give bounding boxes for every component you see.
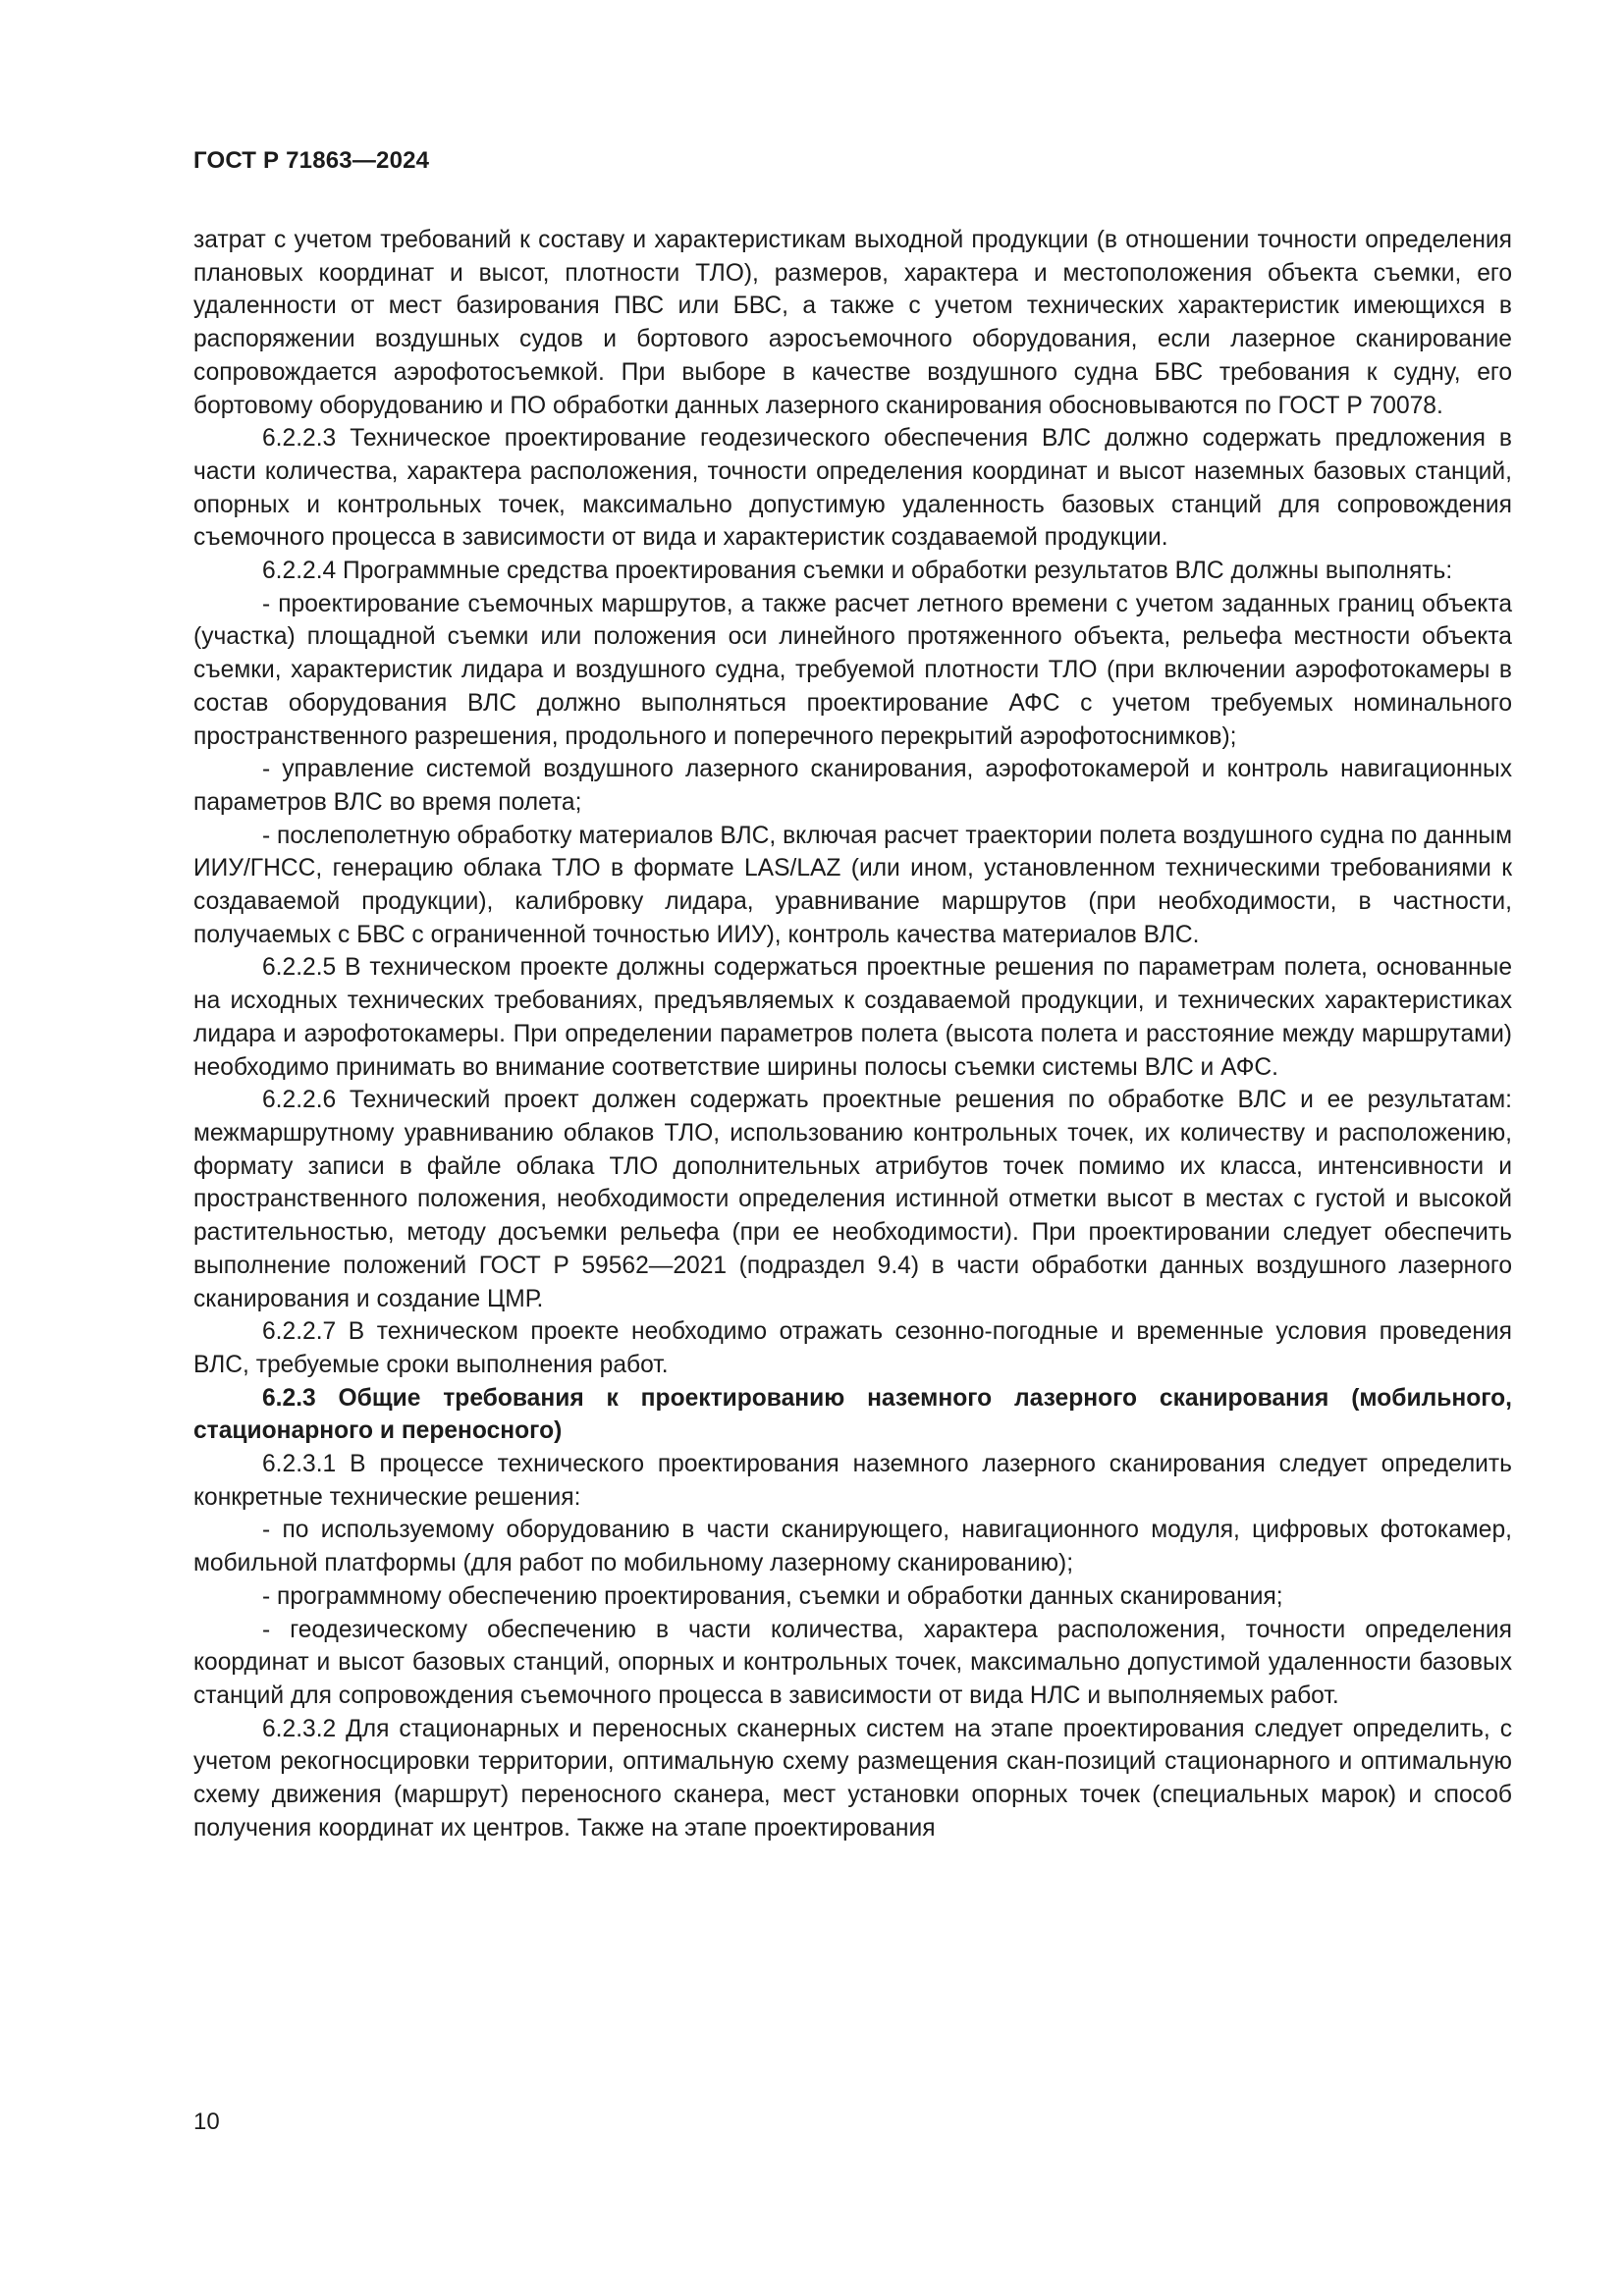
document-header: ГОСТ Р 71863—2024 <box>193 147 430 174</box>
paragraph: 6.2.3.1 В процессе технического проектирования наземного лазерного сканирования следует определить конкретные технические решения: <box>193 1451 1512 1511</box>
paragraph: 6.2.2.7 В техническом проекте необходимо отражать сезонно-погодные и временные условия проведения ВЛС, требуемые сроки выполнения работ. <box>193 1318 1512 1378</box>
paragraph: 6.2.2.3 Техническое проектирование геодезического обеспечения ВЛС должно содержать предложения в части количества, характера расположения, точности определения координат и высот наземных базовых станций, опорных и контрольных точек, максимально допустимую удаленность базовых станций для сопровождения съемочного процесса в зависимости от вида и характеристик создаваемой продукции. <box>193 425 1512 552</box>
paragraph: 6.2.2.6 Технический проект должен содержать проектные решения по обработке ВЛС и ее результатам: межмаршрутному уравниванию облаков ТЛО, использованию контрольных точек, их количеству и расположению, формату записи в файле облака ТЛО дополнительных атрибутов точек помимо их класса, интенсивности и пространственного положения, необходимости определения истинной отметки высот в местах с густой и высокой растительностью, методу досъемки рельефа (при ее необходимости). При проектировании следует обеспечить выполнение положений ГОСТ Р 59562—2021 (подраздел 9.4) в части обработки данных воздушного лазерного сканирования и создание ЦМР. <box>193 1087 1512 1312</box>
list-item: - программному обеспечению проектирования, съемки и обработки данных сканирования; <box>262 1582 1283 1610</box>
list-item: - управление системой воздушного лазерного сканирования, аэрофотокамерой и контроль навигационных параметров ВЛС во время полета; <box>193 756 1512 816</box>
list-item: - проектирование съемочных маршрутов, а также расчет летного времени с учетом заданных границ объекта (участка) площадной съемки или положения оси линейного протяженного объекта, рельефа местности объекта съемки, характеристик лидара и воздушного судна, требуемой плотности ТЛО (при включении аэрофотокамеры в состав оборудования ВЛС должно выполняться проектирование АФС с учетом требуемых номинального пространственного разрешения, продольного и поперечного перекрытий аэрофотоснимков); <box>193 590 1512 750</box>
list-item: - по используемому оборудованию в части сканирующего, навигационного модуля, цифровых фотокамер, мобильной платформы (для работ по мобильному лазерному сканированию); <box>193 1517 1512 1577</box>
paragraph: 6.2.3.2 Для стационарных и переносных сканерных систем на этапе проектирования следует определить, с учетом рекогносцировки территории, оптимальную схему размещения скан-позиций стационарного и оптимальную схему движения (маршрут) переносного сканера, мест установки опорных точек (специальных марок) и способ получения координат их центров. Также на этапе проектирования <box>193 1715 1512 1842</box>
list-item: - послеполетную обработку материалов ВЛС, включая расчет траектории полета воздушного судна по данным ИИУ/ГНСС, генерацию облака ТЛО в формате LAS/LAZ (или ином, установленном техническими требованиями к создаваемой продукции), калибровку лидара, уравнивание маршрутов (при необходимости, в частности, получаемых с БВС с ограниченной точностью ИИУ), контроль качества материалов ВЛС. <box>193 822 1512 948</box>
document-body <box>193 224 1512 1844</box>
page-number: 10 <box>193 2109 220 2135</box>
paragraph: 6.2.2.5 В техническом проекте должны содержаться проектные решения по параметрам полета, основанные на исходных технических требованиях, предъявляемых к создаваемой продукции, и технических характеристиках лидара и аэрофотокамеры. При определении параметров полета (высота полета и расстояние между маршрутами) необходимо принимать во внимание соответствие ширины полосы съемки системы ВЛС и АФС. <box>193 954 1512 1081</box>
section-heading: 6.2.3 Общие требования к проектированию наземного лазерного сканирования (мобильного, стационарного и переносного) <box>193 1384 1512 1445</box>
list-item: - геодезическому обеспечению в части количества, характера расположения, точности определения координат и высот базовых станций, опорных и контрольных точек, максимально допустимой удаленности базовых станций для сопровождения съемочного процесса в зависимости от вида НЛС и выполняемых работ. <box>193 1616 1512 1709</box>
paragraph: 6.2.2.4 Программные средства проектирования съемки и обработки результатов ВЛС должны выполнять: <box>262 558 1453 585</box>
paragraph: затрат с учетом требований к составу и характеристикам выходной продукции (в отношении точности определения плановых координат и высот, плотности ТЛО), размеров, характера и местоположения объекта съемки, его удаленности от мест базирования ПВС или БВС, а также с учетом технических характеристик имеющихся в распоряжении воздушных судов и бортового аэросъемочного оборудования, если лазерное сканирование сопровождается аэрофотосъемкой. При выборе в качестве воздушного судна БВС требования к судну, его бортовому оборудованию и ПО обработки данных лазерного сканирования обосновываются по ГОСТ Р 70078. <box>193 227 1512 419</box>
